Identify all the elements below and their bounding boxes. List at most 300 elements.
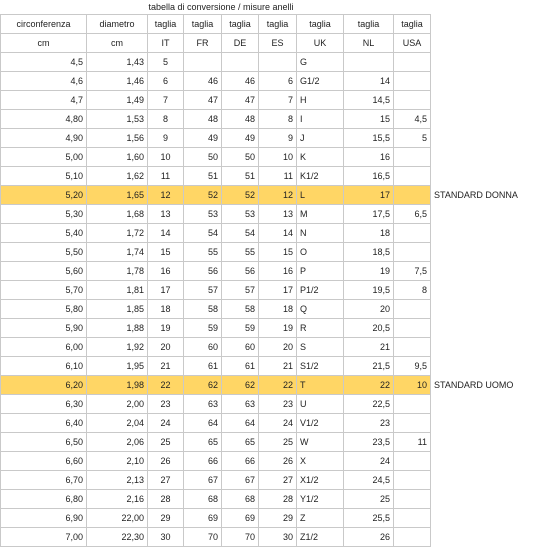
- taglia-de-cell[interactable]: 47: [222, 91, 259, 110]
- taglia-usa-cell[interactable]: [394, 509, 431, 528]
- table-row: [1, 129, 527, 148]
- note-cell[interactable]: [431, 528, 527, 547]
- diametro-cell[interactable]: 1,74: [87, 243, 148, 262]
- table-row: [1, 167, 527, 186]
- taglia-it-cell[interactable]: 22: [148, 376, 184, 395]
- circonferenza-cell[interactable]: 5,90: [1, 319, 87, 338]
- taglia-es-cell[interactable]: 9: [259, 129, 297, 148]
- taglia-fr-cell[interactable]: 48: [184, 110, 222, 129]
- taglia-usa-cell[interactable]: 4,5: [394, 110, 431, 129]
- taglia-es-cell[interactable]: 27: [259, 471, 297, 490]
- taglia-fr-cell[interactable]: 54: [184, 224, 222, 243]
- taglia-uk-cell[interactable]: H: [297, 91, 344, 110]
- taglia-fr-cell[interactable]: 66: [184, 452, 222, 471]
- taglia-uk-cell[interactable]: R: [297, 319, 344, 338]
- note-cell[interactable]: [431, 357, 527, 376]
- taglia-it-cell[interactable]: 12: [148, 186, 184, 205]
- diametro-cell[interactable]: 1,60: [87, 148, 148, 167]
- taglia-uk-cell[interactable]: L: [297, 186, 344, 205]
- taglia-es-cell[interactable]: 12: [259, 186, 297, 205]
- diametro-cell[interactable]: 1,98: [87, 376, 148, 395]
- taglia-fr-cell[interactable]: 63: [184, 395, 222, 414]
- taglia-it-cell[interactable]: 9: [148, 129, 184, 148]
- taglia-it-cell[interactable]: 29: [148, 509, 184, 528]
- taglia-nl-cell[interactable]: 15: [344, 110, 394, 129]
- diametro-cell[interactable]: 2,13: [87, 471, 148, 490]
- taglia-de-cell[interactable]: 65: [222, 433, 259, 452]
- circonferenza-cell[interactable]: 6,30: [1, 395, 87, 414]
- taglia-de-cell[interactable]: 70: [222, 528, 259, 547]
- taglia-de-cell[interactable]: [222, 53, 259, 72]
- header-cell[interactable]: cm: [87, 34, 148, 53]
- note-cell[interactable]: [431, 319, 527, 338]
- taglia-uk-cell[interactable]: T: [297, 376, 344, 395]
- taglia-es-cell[interactable]: 8: [259, 110, 297, 129]
- taglia-nl-cell[interactable]: 16,5: [344, 167, 394, 186]
- taglia-it-cell[interactable]: 20: [148, 338, 184, 357]
- taglia-uk-cell[interactable]: P1/2: [297, 281, 344, 300]
- taglia-es-cell[interactable]: 23: [259, 395, 297, 414]
- taglia-de-cell[interactable]: 56: [222, 262, 259, 281]
- taglia-uk-cell[interactable]: N: [297, 224, 344, 243]
- taglia-usa-cell[interactable]: [394, 528, 431, 547]
- header-cell[interactable]: FR: [184, 34, 222, 53]
- header-cell[interactable]: NL: [344, 34, 394, 53]
- taglia-es-cell[interactable]: 28: [259, 490, 297, 509]
- taglia-it-cell[interactable]: 14: [148, 224, 184, 243]
- taglia-es-cell[interactable]: 24: [259, 414, 297, 433]
- circonferenza-cell[interactable]: 4,7: [1, 91, 87, 110]
- sheet-title: tabella di conversione / misure anelli: [148, 2, 294, 12]
- circonferenza-cell[interactable]: 4,90: [1, 129, 87, 148]
- circonferenza-cell[interactable]: 5,00: [1, 148, 87, 167]
- header-cell[interactable]: ES: [259, 34, 297, 53]
- taglia-usa-cell[interactable]: [394, 167, 431, 186]
- header-cell[interactable]: taglia: [259, 15, 297, 34]
- taglia-nl-cell[interactable]: 25: [344, 490, 394, 509]
- taglia-es-cell[interactable]: 11: [259, 167, 297, 186]
- taglia-fr-cell[interactable]: 62: [184, 376, 222, 395]
- table-row: [1, 338, 527, 357]
- taglia-uk-cell[interactable]: G: [297, 53, 344, 72]
- note-cell[interactable]: [431, 148, 527, 167]
- taglia-fr-cell[interactable]: 68: [184, 490, 222, 509]
- taglia-de-cell[interactable]: 54: [222, 224, 259, 243]
- diametro-cell[interactable]: 22,00: [87, 509, 148, 528]
- taglia-uk-cell[interactable]: I: [297, 110, 344, 129]
- diametro-cell[interactable]: 1,43: [87, 53, 148, 72]
- taglia-it-cell[interactable]: 30: [148, 528, 184, 547]
- taglia-nl-cell[interactable]: 18,5: [344, 243, 394, 262]
- taglia-usa-cell[interactable]: [394, 72, 431, 91]
- taglia-usa-cell[interactable]: 8: [394, 281, 431, 300]
- note-cell[interactable]: [431, 243, 527, 262]
- taglia-es-cell[interactable]: 14: [259, 224, 297, 243]
- taglia-it-cell[interactable]: 10: [148, 148, 184, 167]
- taglia-fr-cell[interactable]: 53: [184, 205, 222, 224]
- table-row: [1, 452, 527, 471]
- note-cell[interactable]: [431, 300, 527, 319]
- taglia-uk-cell[interactable]: Y1/2: [297, 490, 344, 509]
- taglia-uk-cell[interactable]: U: [297, 395, 344, 414]
- taglia-uk-cell[interactable]: P: [297, 262, 344, 281]
- taglia-de-cell[interactable]: 49: [222, 129, 259, 148]
- circonferenza-cell[interactable]: 6,50: [1, 433, 87, 452]
- note-cell[interactable]: [431, 395, 527, 414]
- taglia-fr-cell[interactable]: 52: [184, 186, 222, 205]
- taglia-nl-cell[interactable]: 26: [344, 528, 394, 547]
- note-cell[interactable]: [431, 34, 527, 53]
- taglia-it-cell[interactable]: 11: [148, 167, 184, 186]
- taglia-nl-cell[interactable]: 21: [344, 338, 394, 357]
- taglia-fr-cell[interactable]: 65: [184, 433, 222, 452]
- taglia-fr-cell[interactable]: 58: [184, 300, 222, 319]
- table-row: [1, 433, 527, 452]
- taglia-nl-cell[interactable]: 15,5: [344, 129, 394, 148]
- taglia-es-cell[interactable]: 30: [259, 528, 297, 547]
- circonferenza-cell[interactable]: 6,10: [1, 357, 87, 376]
- diametro-cell[interactable]: 1,95: [87, 357, 148, 376]
- note-cell[interactable]: [431, 224, 527, 243]
- taglia-es-cell[interactable]: 10: [259, 148, 297, 167]
- diametro-cell[interactable]: 1,92: [87, 338, 148, 357]
- taglia-fr-cell[interactable]: 70: [184, 528, 222, 547]
- taglia-usa-cell[interactable]: 7,5: [394, 262, 431, 281]
- taglia-uk-cell[interactable]: G1/2: [297, 72, 344, 91]
- note-cell[interactable]: [431, 281, 527, 300]
- taglia-it-cell[interactable]: 17: [148, 281, 184, 300]
- circonferenza-cell[interactable]: 4,6: [1, 72, 87, 91]
- taglia-nl-cell[interactable]: 23,5: [344, 433, 394, 452]
- taglia-usa-cell[interactable]: 10: [394, 376, 431, 395]
- taglia-nl-cell[interactable]: 20,5: [344, 319, 394, 338]
- taglia-nl-cell[interactable]: 14,5: [344, 91, 394, 110]
- taglia-fr-cell[interactable]: 64: [184, 414, 222, 433]
- header-cell[interactable]: USA: [394, 34, 431, 53]
- taglia-nl-cell[interactable]: 23: [344, 414, 394, 433]
- header-cell[interactable]: IT: [148, 34, 184, 53]
- note-cell[interactable]: [431, 452, 527, 471]
- diametro-cell[interactable]: 1,72: [87, 224, 148, 243]
- diametro-cell[interactable]: 1,65: [87, 186, 148, 205]
- note-cell[interactable]: [431, 509, 527, 528]
- note-cell[interactable]: [431, 471, 527, 490]
- header-cell[interactable]: taglia: [184, 15, 222, 34]
- taglia-nl-cell[interactable]: 25,5: [344, 509, 394, 528]
- header-cell[interactable]: cm: [1, 34, 87, 53]
- taglia-it-cell[interactable]: 15: [148, 243, 184, 262]
- taglia-it-cell[interactable]: 24: [148, 414, 184, 433]
- taglia-fr-cell[interactable]: 60: [184, 338, 222, 357]
- circonferenza-cell[interactable]: 5,10: [1, 167, 87, 186]
- taglia-es-cell[interactable]: 6: [259, 72, 297, 91]
- header-cell[interactable]: DE: [222, 34, 259, 53]
- circonferenza-cell[interactable]: 5,30: [1, 205, 87, 224]
- taglia-nl-cell[interactable]: 24,5: [344, 471, 394, 490]
- taglia-es-cell[interactable]: 19: [259, 319, 297, 338]
- taglia-usa-cell[interactable]: [394, 300, 431, 319]
- taglia-fr-cell[interactable]: 55: [184, 243, 222, 262]
- circonferenza-cell[interactable]: 5,60: [1, 262, 87, 281]
- taglia-uk-cell[interactable]: S1/2: [297, 357, 344, 376]
- header-cell[interactable]: taglia: [222, 15, 259, 34]
- taglia-it-cell[interactable]: 8: [148, 110, 184, 129]
- taglia-nl-cell[interactable]: 19,5: [344, 281, 394, 300]
- diametro-cell[interactable]: 2,10: [87, 452, 148, 471]
- circonferenza-cell[interactable]: 5,50: [1, 243, 87, 262]
- taglia-it-cell[interactable]: 18: [148, 300, 184, 319]
- taglia-de-cell[interactable]: 64: [222, 414, 259, 433]
- taglia-usa-cell[interactable]: [394, 338, 431, 357]
- diametro-cell[interactable]: 22,30: [87, 528, 148, 547]
- diametro-cell[interactable]: 2,16: [87, 490, 148, 509]
- taglia-de-cell[interactable]: 57: [222, 281, 259, 300]
- note-cell[interactable]: [431, 433, 527, 452]
- diametro-cell[interactable]: 1,62: [87, 167, 148, 186]
- note-cell[interactable]: [431, 338, 527, 357]
- taglia-nl-cell[interactable]: 17,5: [344, 205, 394, 224]
- standard-size-note[interactable]: STANDARD DONNA: [431, 186, 527, 205]
- note-cell[interactable]: [431, 91, 527, 110]
- taglia-usa-cell[interactable]: [394, 490, 431, 509]
- taglia-uk-cell[interactable]: Q: [297, 300, 344, 319]
- taglia-fr-cell[interactable]: 67: [184, 471, 222, 490]
- taglia-usa-cell[interactable]: [394, 471, 431, 490]
- note-cell[interactable]: [431, 205, 527, 224]
- taglia-usa-cell[interactable]: [394, 91, 431, 110]
- taglia-uk-cell[interactable]: Z1/2: [297, 528, 344, 547]
- taglia-nl-cell[interactable]: 21,5: [344, 357, 394, 376]
- table-row: [1, 376, 527, 395]
- taglia-nl-cell[interactable]: 18: [344, 224, 394, 243]
- taglia-de-cell[interactable]: 50: [222, 148, 259, 167]
- taglia-it-cell[interactable]: 28: [148, 490, 184, 509]
- circonferenza-cell[interactable]: 6,20: [1, 376, 87, 395]
- taglia-es-cell[interactable]: 20: [259, 338, 297, 357]
- taglia-uk-cell[interactable]: M: [297, 205, 344, 224]
- taglia-nl-cell[interactable]: 16: [344, 148, 394, 167]
- circonferenza-cell[interactable]: 4,80: [1, 110, 87, 129]
- taglia-it-cell[interactable]: 21: [148, 357, 184, 376]
- taglia-de-cell[interactable]: 69: [222, 509, 259, 528]
- taglia-de-cell[interactable]: 68: [222, 490, 259, 509]
- circonferenza-cell[interactable]: 6,90: [1, 509, 87, 528]
- table-row: [1, 72, 527, 91]
- note-cell[interactable]: [431, 129, 527, 148]
- taglia-uk-cell[interactable]: K: [297, 148, 344, 167]
- taglia-uk-cell[interactable]: K1/2: [297, 167, 344, 186]
- taglia-de-cell[interactable]: 58: [222, 300, 259, 319]
- header-cell[interactable]: diametro: [87, 15, 148, 34]
- taglia-it-cell[interactable]: 25: [148, 433, 184, 452]
- taglia-nl-cell[interactable]: 20: [344, 300, 394, 319]
- table-row: [1, 243, 527, 262]
- taglia-de-cell[interactable]: 48: [222, 110, 259, 129]
- taglia-fr-cell[interactable]: 61: [184, 357, 222, 376]
- taglia-es-cell[interactable]: 15: [259, 243, 297, 262]
- taglia-usa-cell[interactable]: 9,5: [394, 357, 431, 376]
- taglia-de-cell[interactable]: 52: [222, 186, 259, 205]
- taglia-it-cell[interactable]: 16: [148, 262, 184, 281]
- header-cell[interactable]: circonferenza: [1, 15, 87, 34]
- circonferenza-cell[interactable]: 4,5: [1, 53, 87, 72]
- taglia-es-cell[interactable]: 25: [259, 433, 297, 452]
- taglia-uk-cell[interactable]: V1/2: [297, 414, 344, 433]
- taglia-fr-cell[interactable]: [184, 53, 222, 72]
- taglia-fr-cell[interactable]: 56: [184, 262, 222, 281]
- taglia-usa-cell[interactable]: [394, 452, 431, 471]
- taglia-nl-cell[interactable]: 22,5: [344, 395, 394, 414]
- taglia-usa-cell[interactable]: [394, 148, 431, 167]
- taglia-fr-cell[interactable]: 51: [184, 167, 222, 186]
- taglia-de-cell[interactable]: 63: [222, 395, 259, 414]
- diametro-cell[interactable]: 1,49: [87, 91, 148, 110]
- taglia-it-cell[interactable]: 6: [148, 72, 184, 91]
- taglia-de-cell[interactable]: 67: [222, 471, 259, 490]
- taglia-es-cell[interactable]: 29: [259, 509, 297, 528]
- taglia-it-cell[interactable]: 13: [148, 205, 184, 224]
- header-row-labels: [1, 15, 527, 34]
- circonferenza-cell[interactable]: 5,40: [1, 224, 87, 243]
- taglia-uk-cell[interactable]: O: [297, 243, 344, 262]
- note-cell[interactable]: [431, 72, 527, 91]
- diametro-cell[interactable]: 1,78: [87, 262, 148, 281]
- taglia-de-cell[interactable]: 59: [222, 319, 259, 338]
- circonferenza-cell[interactable]: 6,70: [1, 471, 87, 490]
- taglia-it-cell[interactable]: 23: [148, 395, 184, 414]
- note-cell[interactable]: [431, 110, 527, 129]
- note-cell[interactable]: [431, 490, 527, 509]
- taglia-nl-cell[interactable]: 22: [344, 376, 394, 395]
- taglia-nl-cell[interactable]: 24: [344, 452, 394, 471]
- diametro-cell[interactable]: 1,85: [87, 300, 148, 319]
- taglia-nl-cell[interactable]: 14: [344, 72, 394, 91]
- diametro-cell[interactable]: 2,04: [87, 414, 148, 433]
- taglia-usa-cell[interactable]: [394, 395, 431, 414]
- taglia-fr-cell[interactable]: 46: [184, 72, 222, 91]
- taglia-nl-cell[interactable]: [344, 53, 394, 72]
- taglia-de-cell[interactable]: 66: [222, 452, 259, 471]
- taglia-es-cell[interactable]: 7: [259, 91, 297, 110]
- circonferenza-cell[interactable]: 6,80: [1, 490, 87, 509]
- taglia-usa-cell[interactable]: [394, 53, 431, 72]
- circonferenza-cell[interactable]: 5,80: [1, 300, 87, 319]
- diametro-cell[interactable]: 1,53: [87, 110, 148, 129]
- circonferenza-cell[interactable]: 6,60: [1, 452, 87, 471]
- taglia-it-cell[interactable]: 27: [148, 471, 184, 490]
- taglia-de-cell[interactable]: 46: [222, 72, 259, 91]
- note-cell[interactable]: [431, 15, 527, 34]
- taglia-de-cell[interactable]: 53: [222, 205, 259, 224]
- table-row: [1, 110, 527, 129]
- taglia-usa-cell[interactable]: [394, 224, 431, 243]
- taglia-usa-cell[interactable]: [394, 414, 431, 433]
- header-cell[interactable]: taglia: [148, 15, 184, 34]
- taglia-usa-cell[interactable]: [394, 243, 431, 262]
- taglia-es-cell[interactable]: 17: [259, 281, 297, 300]
- taglia-es-cell[interactable]: 16: [259, 262, 297, 281]
- taglia-uk-cell[interactable]: J: [297, 129, 344, 148]
- taglia-usa-cell[interactable]: [394, 186, 431, 205]
- circonferenza-cell[interactable]: 6,40: [1, 414, 87, 433]
- taglia-it-cell[interactable]: 7: [148, 91, 184, 110]
- taglia-uk-cell[interactable]: Z: [297, 509, 344, 528]
- taglia-uk-cell[interactable]: S: [297, 338, 344, 357]
- diametro-cell[interactable]: 2,06: [87, 433, 148, 452]
- header-cell[interactable]: taglia: [344, 15, 394, 34]
- taglia-es-cell[interactable]: 26: [259, 452, 297, 471]
- taglia-fr-cell[interactable]: 47: [184, 91, 222, 110]
- taglia-de-cell[interactable]: 60: [222, 338, 259, 357]
- note-cell[interactable]: [431, 167, 527, 186]
- taglia-usa-cell[interactable]: 5: [394, 129, 431, 148]
- taglia-es-cell[interactable]: 22: [259, 376, 297, 395]
- table-row: [1, 281, 527, 300]
- diametro-cell[interactable]: 1,46: [87, 72, 148, 91]
- taglia-es-cell[interactable]: 21: [259, 357, 297, 376]
- note-cell[interactable]: [431, 262, 527, 281]
- table-row: [1, 53, 527, 72]
- taglia-de-cell[interactable]: 62: [222, 376, 259, 395]
- header-row-units: [1, 34, 527, 53]
- taglia-nl-cell[interactable]: 17: [344, 186, 394, 205]
- taglia-fr-cell[interactable]: 50: [184, 148, 222, 167]
- taglia-fr-cell[interactable]: 59: [184, 319, 222, 338]
- taglia-uk-cell[interactable]: X1/2: [297, 471, 344, 490]
- taglia-fr-cell[interactable]: 49: [184, 129, 222, 148]
- taglia-uk-cell[interactable]: W: [297, 433, 344, 452]
- table-row: [1, 395, 527, 414]
- note-cell[interactable]: [431, 414, 527, 433]
- table-row: [1, 528, 527, 547]
- taglia-usa-cell[interactable]: 6,5: [394, 205, 431, 224]
- table-row: [1, 300, 527, 319]
- header-cell[interactable]: taglia: [297, 15, 344, 34]
- header-cell[interactable]: UK: [297, 34, 344, 53]
- taglia-it-cell[interactable]: 5: [148, 53, 184, 72]
- standard-size-note[interactable]: STANDARD UOMO: [431, 376, 527, 395]
- taglia-de-cell[interactable]: 51: [222, 167, 259, 186]
- table-row: [1, 509, 527, 528]
- circonferenza-cell[interactable]: 6,00: [1, 338, 87, 357]
- diametro-cell[interactable]: 2,00: [87, 395, 148, 414]
- taglia-fr-cell[interactable]: 69: [184, 509, 222, 528]
- table-row: [1, 357, 527, 376]
- taglia-de-cell[interactable]: 61: [222, 357, 259, 376]
- circonferenza-cell[interactable]: 5,20: [1, 186, 87, 205]
- taglia-es-cell[interactable]: 18: [259, 300, 297, 319]
- taglia-es-cell[interactable]: 13: [259, 205, 297, 224]
- circonferenza-cell[interactable]: 5,70: [1, 281, 87, 300]
- taglia-usa-cell[interactable]: [394, 319, 431, 338]
- taglia-it-cell[interactable]: 19: [148, 319, 184, 338]
- taglia-nl-cell[interactable]: 19: [344, 262, 394, 281]
- taglia-fr-cell[interactable]: 57: [184, 281, 222, 300]
- note-cell[interactable]: [431, 53, 527, 72]
- taglia-es-cell[interactable]: [259, 53, 297, 72]
- diametro-cell[interactable]: 1,88: [87, 319, 148, 338]
- taglia-usa-cell[interactable]: 11: [394, 433, 431, 452]
- diametro-cell[interactable]: 1,81: [87, 281, 148, 300]
- header-cell[interactable]: taglia: [394, 15, 431, 34]
- taglia-de-cell[interactable]: 55: [222, 243, 259, 262]
- taglia-it-cell[interactable]: 26: [148, 452, 184, 471]
- circonferenza-cell[interactable]: 7,00: [1, 528, 87, 547]
- table-row: [1, 186, 527, 205]
- diametro-cell[interactable]: 1,56: [87, 129, 148, 148]
- diametro-cell[interactable]: 1,68: [87, 205, 148, 224]
- taglia-uk-cell[interactable]: X: [297, 452, 344, 471]
